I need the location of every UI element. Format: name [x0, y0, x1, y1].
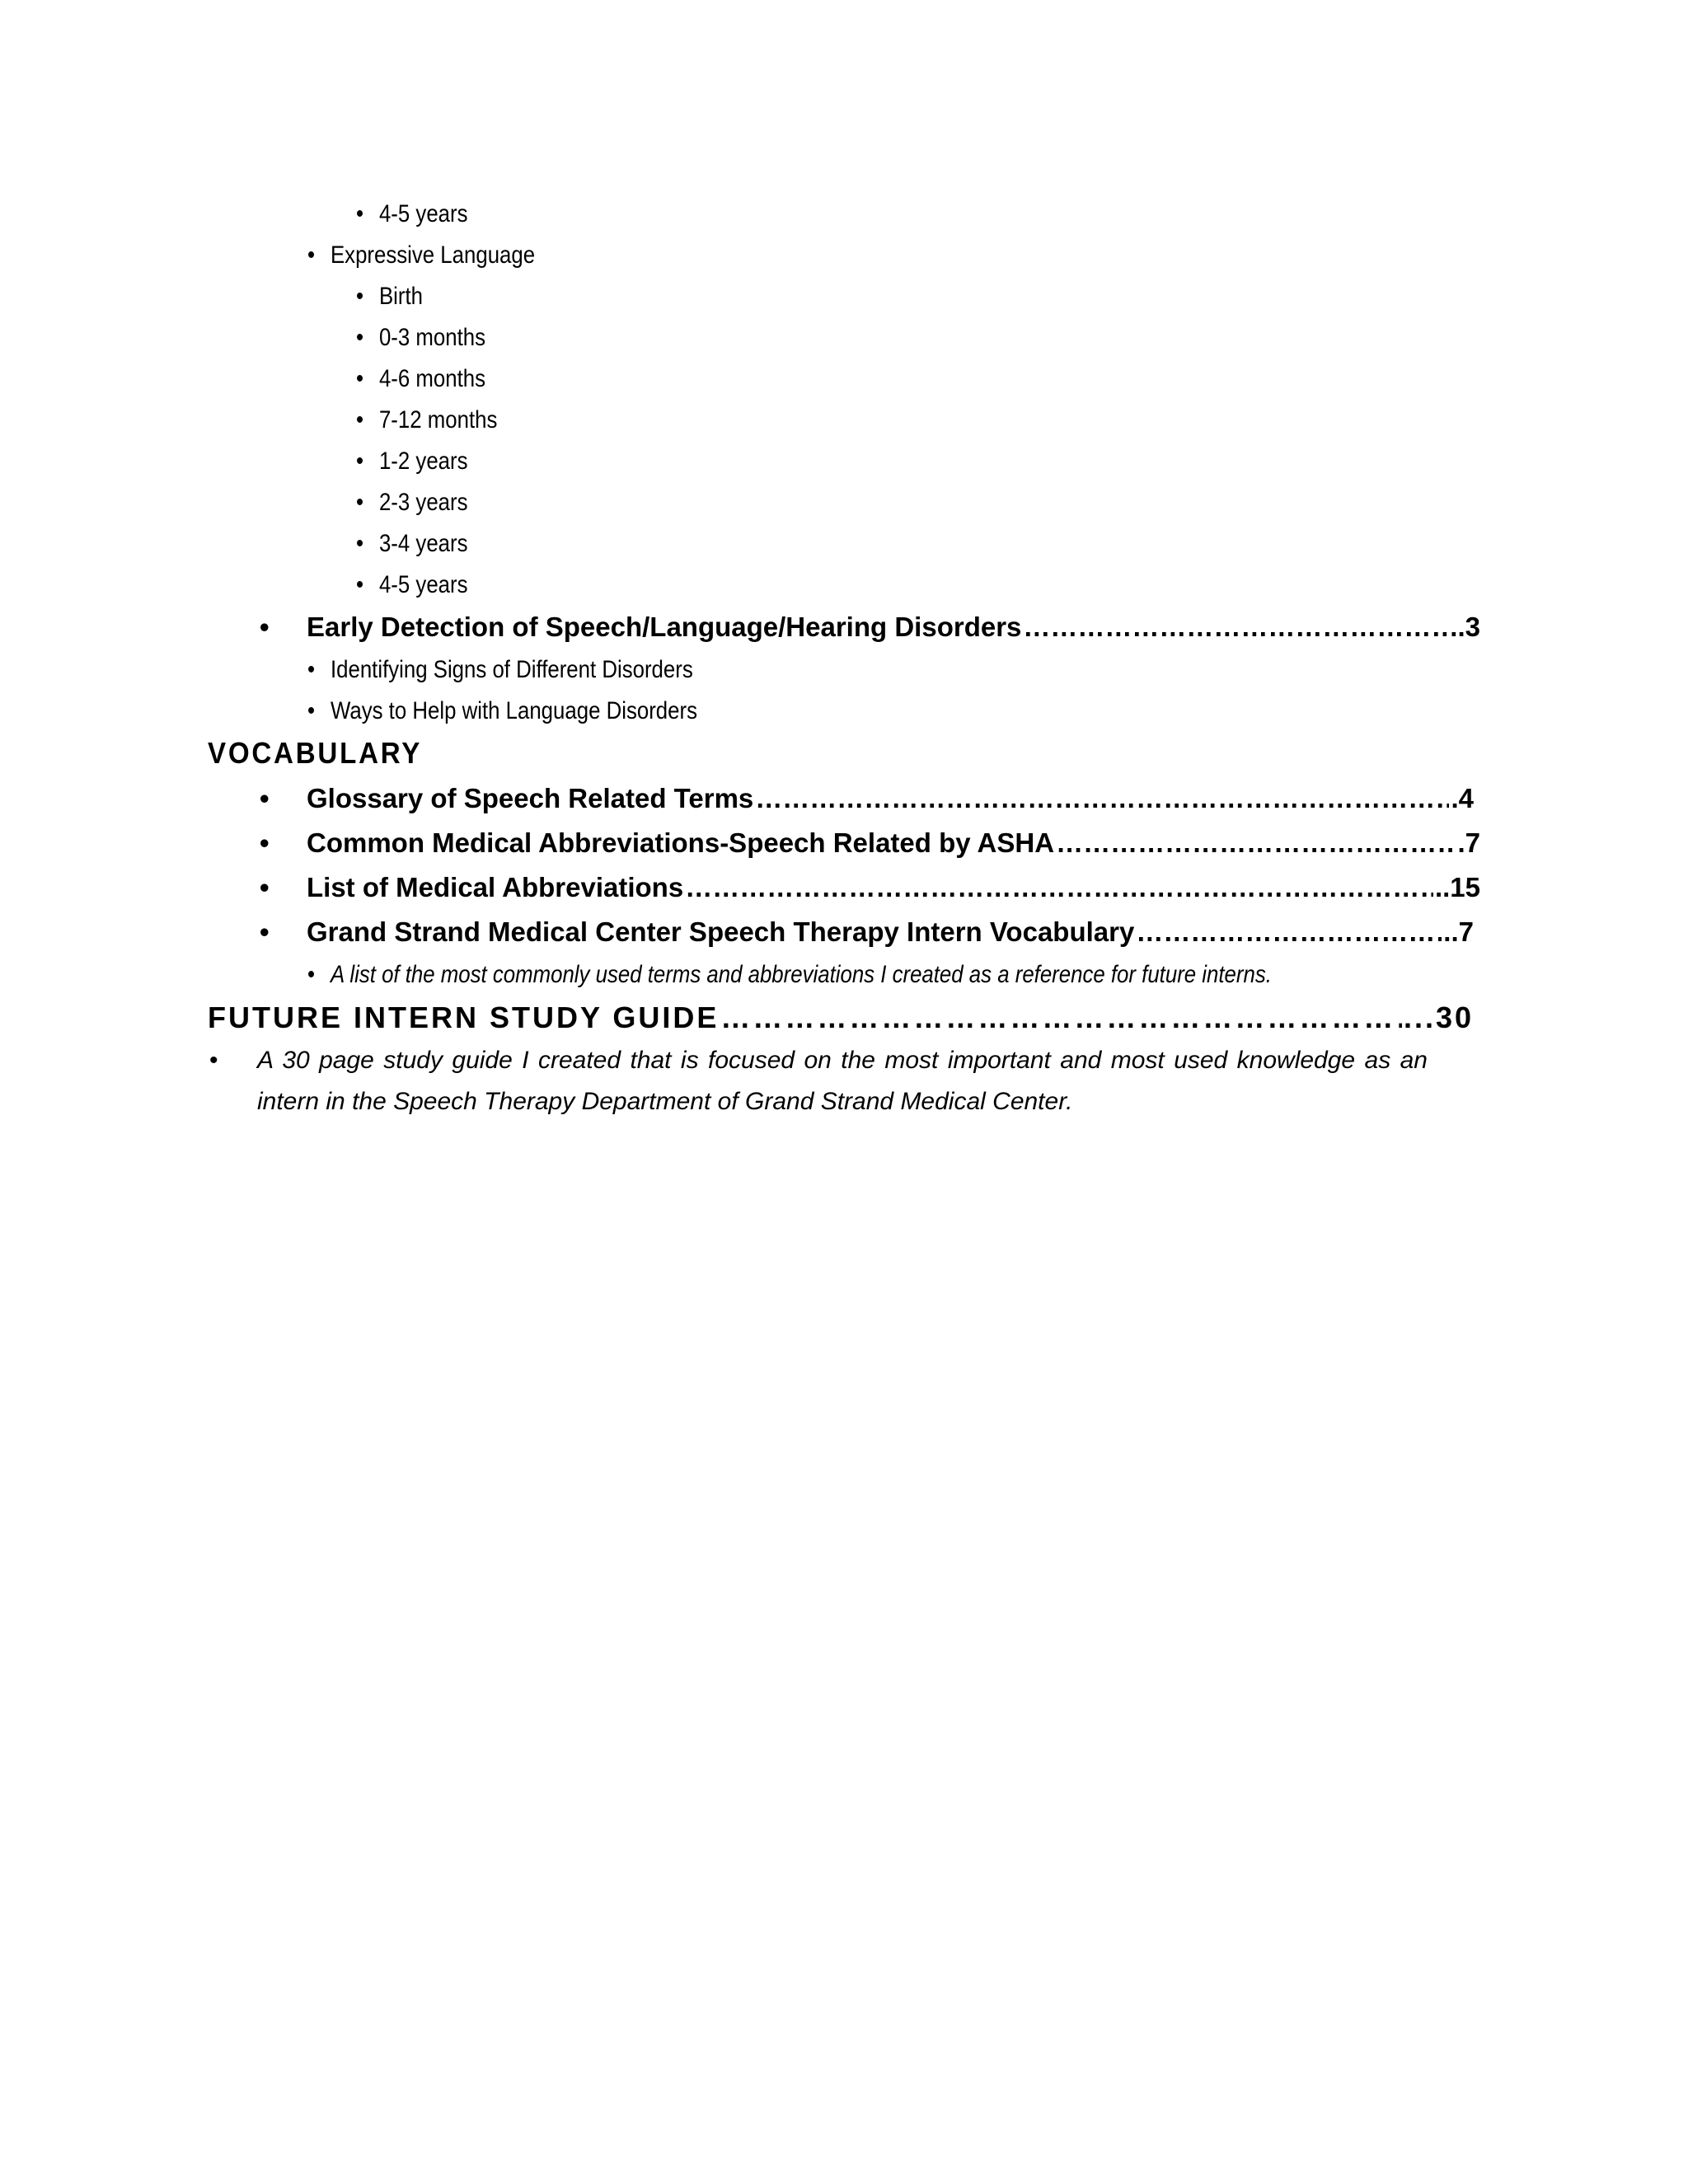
toc-subitem: • 4-5 years: [356, 571, 468, 598]
bullet: •: [356, 571, 364, 598]
toc-subitem: • Birth: [356, 283, 424, 310]
toc-entry-early-detection[interactable]: [307, 612, 1480, 643]
bullet: •: [356, 200, 364, 227]
bullet: •: [356, 324, 364, 351]
toc-subitem: • 0-3 months: [356, 324, 486, 351]
dot-leader: [755, 783, 1449, 814]
toc-page-number: ..3: [1450, 612, 1480, 642]
toc-bullet: •: [260, 872, 270, 902]
toc-entry-title: Grand Strand Medical Center Speech Therapy Intern Vocabulary: [307, 916, 1135, 947]
dot-leader: [1056, 827, 1456, 859]
bullet: •: [356, 406, 364, 434]
toc-bullet: •: [260, 827, 270, 858]
toc-bullet: •: [260, 612, 270, 642]
section-heading-study-guide: FUTURE INTERN STUDY GUIDE: [208, 1001, 720, 1034]
bullet: •: [356, 365, 364, 392]
bullet: •: [307, 241, 316, 269]
study-guide-description-text: A 30 page study guide I created that is focused on the most important and most used knowledge as an intern in the Speech Therapy Department of Grand Strand Medical Center.: [257, 1047, 1428, 1115]
bullet: •: [356, 448, 364, 475]
toc-page-number: ..7: [1443, 916, 1474, 947]
dot-leader: [1023, 612, 1448, 643]
toc-page-number: .4: [1451, 783, 1474, 813]
bullet: •: [209, 1047, 218, 1074]
toc-subitem: • 7-12 months: [356, 406, 498, 434]
dot-leader: [720, 1001, 1402, 1035]
toc-page-number: ...30: [1403, 1001, 1474, 1034]
toc-subitem: • 1-2 years: [356, 448, 468, 475]
toc-subitem: • 3-4 years: [356, 530, 468, 557]
toc-entry-asha-abbreviations[interactable]: [307, 827, 1480, 859]
toc-entry-title: List of Medical Abbreviations: [307, 872, 684, 902]
toc-entry-title: Glossary of Speech Related Terms: [307, 783, 754, 813]
toc-entry-title: Early Detection of Speech/Language/Hearing Disorders: [307, 612, 1022, 642]
toc-subitem: • 4-6 months: [356, 365, 486, 392]
section-heading-vocabulary: VOCABULARY: [208, 736, 423, 770]
toc-entry-title: Common Medical Abbreviations-Speech Related by ASHA: [307, 827, 1055, 858]
bullet: •: [307, 697, 316, 724]
vocabulary-note: • A list of the most commonly used terms and abbreviations I created as a reference for future interns.: [307, 961, 1272, 988]
bullet: •: [307, 656, 316, 683]
toc-entry-medical-abbreviations[interactable]: [307, 872, 1480, 903]
toc-bullet: •: [260, 783, 270, 813]
toc-subitem: • 2-3 years: [356, 489, 468, 516]
study-guide-description: [209, 1040, 1428, 1122]
toc-subheading-expressive: • Expressive Language: [307, 241, 536, 269]
bullet: •: [356, 283, 364, 310]
bullet: •: [356, 530, 364, 557]
toc-page-number: ..15: [1434, 872, 1480, 902]
bullet: •: [356, 489, 364, 516]
toc-subitem: • Ways to Help with Language Disorders: [307, 697, 697, 724]
toc-entry-intern-vocabulary[interactable]: [307, 916, 1474, 948]
dot-leader: [1136, 916, 1442, 948]
dot-leader: [685, 872, 1433, 903]
toc-subitem: • 4-5 years: [356, 200, 468, 227]
toc-bullet: •: [260, 916, 270, 947]
toc-entry-study-guide[interactable]: [208, 1001, 1474, 1035]
toc-entry-glossary[interactable]: [307, 783, 1474, 814]
bullet: •: [307, 961, 316, 988]
toc-subitem: • Identifying Signs of Different Disorders: [307, 656, 693, 683]
toc-page-number: .7: [1457, 827, 1480, 858]
